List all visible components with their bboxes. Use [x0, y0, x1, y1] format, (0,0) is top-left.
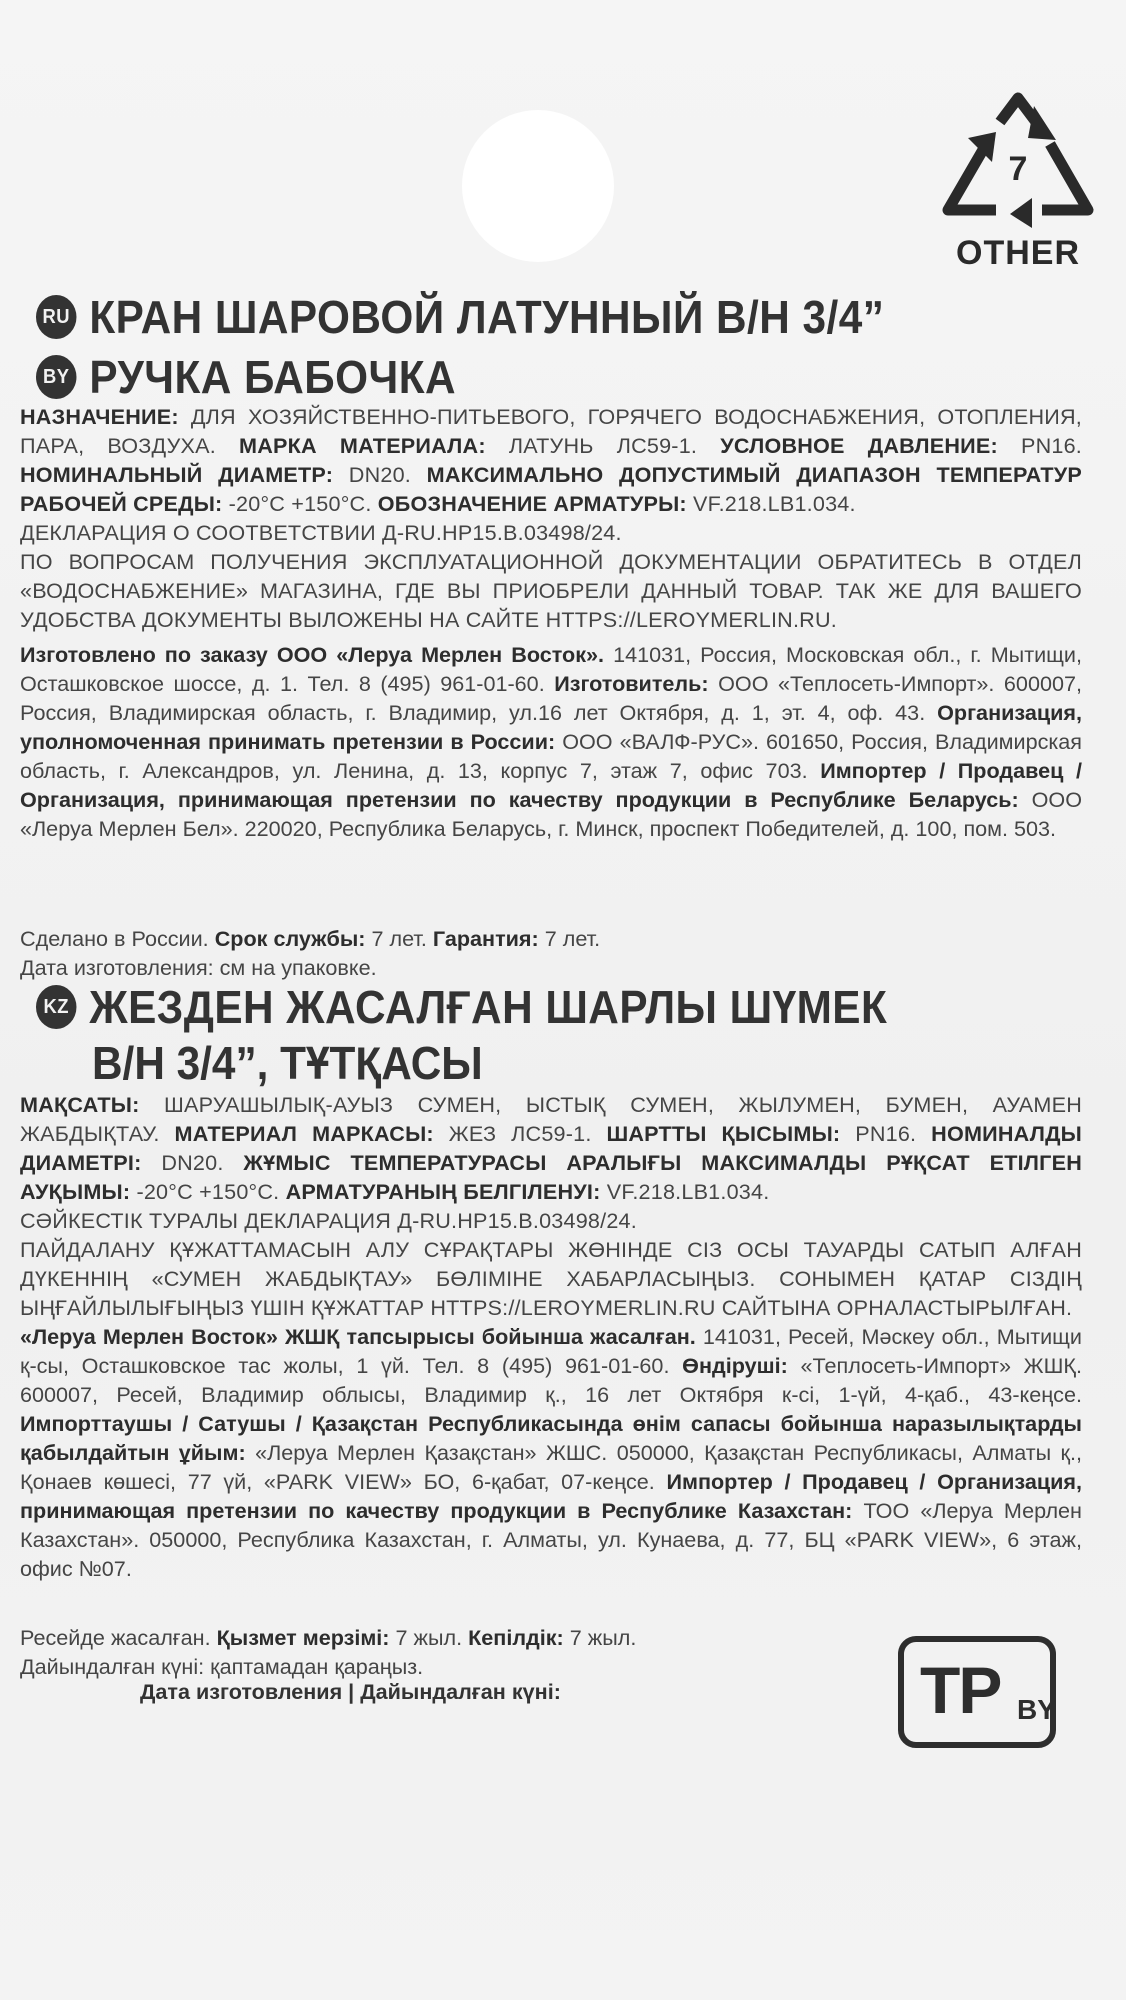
- spec-label: ШАРТТЫ ҚЫСЫМЫ:: [606, 1121, 841, 1146]
- spec-text: DN20.: [333, 462, 427, 487]
- spec-label: НОМИНАЛЬНЫЙ ДИАМЕТР:: [20, 462, 334, 487]
- spec-text: ПАРА, ВОЗДУХА.: [20, 433, 240, 458]
- eac-tr-by-mark: [898, 1636, 1056, 1748]
- spec-label: РАБОЧЕЙ СРЕДЫ:: [20, 491, 223, 516]
- spec-text: ШАРУАШЫЛЫҚ-АУЫЗ СУМЕН, ЫСТЫҚ СУМЕН, ЖЫЛУМЕН, БУМЕН, АУАМЕН ЖАБДЫҚТАУ.: [20, 1092, 1082, 1146]
- spec-text: VF.218.LB1.034.: [600, 1179, 770, 1204]
- spec-label: МАРКА МАТЕРИАЛА:: [239, 433, 486, 458]
- ru-manufacturer-info: [20, 640, 1082, 843]
- info-text: «Теплосеть-Импорт» ЖШҚ. 600007, Ресей, Владимир облысы, Владимир қ., 16 лет Октября к-сі, 1-үй, 4-қаб., 43-кеңсе.: [20, 1353, 1082, 1407]
- spec-text: -20°С +150°С.: [222, 491, 378, 516]
- kz-heading: [36, 980, 887, 1034]
- ru-subtitle: РУЧКА БАБОЧКА: [89, 351, 457, 403]
- ru-title: КРАН ШАРОВОЙ ЛАТУННЫЙ В/Н 3/4”: [89, 291, 885, 343]
- info-text: 7 лет.: [365, 926, 433, 951]
- info-label: Кепілдік:: [468, 1625, 564, 1650]
- ru-heading: [36, 290, 884, 344]
- info-label: Срок службы:: [214, 926, 366, 951]
- tr-mark-sub: BY: [1017, 1694, 1056, 1725]
- spec-label: ОБОЗНАЧЕНИЕ АРМАТУРЫ:: [377, 491, 687, 516]
- spec-text: ЛАТУНЬ ЛС59-1.: [485, 433, 721, 458]
- info-text: ООО «Теплосеть-Импорт». 600007, Россия, Владимирская область, г. Владимир, ул.16 лет Октября, д. 1, эт. 4, оф. 43.: [20, 671, 1082, 725]
- info-label: Қызмет мерзімі:: [216, 1625, 390, 1650]
- lang-badge-ru: RU: [36, 295, 76, 339]
- recycle-mark: [938, 92, 1098, 277]
- kz-documentation-note: ПАЙДАЛАНУ ҚҰЖАТТАМАСЫН АЛУ СҰРАҚТАРЫ ЖӨНІНДЕ СІЗ ОСЫ ТАУАРДЫ САТЫП АЛҒАН ДҮКЕННІҢ «СУМЕН ЖАБДЫҚТАУ» БӨЛІМІНЕ ХАБАРЛАСЫҢЫЗ. СОНЫМЕН ҚАТАР СІЗДІҢ ЫҢҒАЙЛЫЛЫҒЫҢЫЗ ҮШІН ҚҰЖАТТАР HTTPS://LEROYMERLIN.RU САЙТЫНА ОРНАЛАСТЫРЫЛҒАН.: [20, 1237, 1082, 1320]
- ru-manufacture-date: Дата изготовления: см на упаковке.: [20, 955, 377, 980]
- info-text: 7 жыл.: [389, 1625, 469, 1650]
- info-label: Организация, уполномоченная принимать претензии в России:: [20, 700, 1082, 754]
- info-label: Импортер / Продавец / Организация, принимающая претензии по качеству продукции в Республике Казахстан:: [20, 1469, 1082, 1523]
- recycle-label: OTHER: [956, 234, 1080, 272]
- tr-mark-main: TP: [920, 1653, 1001, 1727]
- info-text: ООО «ВАЛФ-РУС». 601650, Россия, Владимирская область, г. Александров, ул. Ленина, д. 13, корпус 7, этаж 7, офис 703.: [20, 729, 1083, 783]
- spec-text: ЖЕЗ ЛС59-1.: [433, 1121, 607, 1146]
- info-text: 7 лет.: [538, 926, 601, 951]
- spec-text: VF.218.LB1.034.: [686, 491, 856, 516]
- spec-label: ЖҰМЫС ТЕМПЕРАТУРАСЫ АРАЛЫҒЫ МАКСИМАЛДЫ РҰҚСАТ ЕТІЛГЕН АУҚЫМЫ:: [20, 1150, 1083, 1204]
- spec-label: АРМАТУРАНЫҢ БЕЛГІЛЕНУІ:: [285, 1179, 601, 1204]
- recycle-number: 7: [1008, 150, 1028, 188]
- info-label: Импорттаушы / Сатушы / Қазақстан Республикасында өнім сапасы бойынша наразылықтарды қабылдайтын ұйым:: [20, 1411, 1082, 1465]
- lang-badge-by: BY: [36, 355, 76, 399]
- info-text: 141031, Ресей, Мәскеу обл., Мытищи қ-сы, Осташковское тас жолы, 1 үй. Тел. 8 (495) 961-01-60.: [20, 1324, 1082, 1378]
- spec-text: PN16.: [840, 1121, 932, 1146]
- declaration: СӘЙКЕСТІК ТУРАЛЫ ДЕКЛАРАЦИЯ Д-RU.HP15.B.03498/24.: [20, 1208, 637, 1233]
- spec-text: -20°С +150°С.: [130, 1179, 286, 1204]
- info-label: Изготовитель:: [554, 671, 709, 696]
- info-text: 7 жыл.: [563, 1625, 637, 1650]
- ru-documentation-note: ПО ВОПРОСАМ ПОЛУЧЕНИЯ ЭКСПЛУАТАЦИОННОЙ ДОКУМЕНТАЦИИ ОБРАТИТЕСЬ В ОТДЕЛ «ВОДОСНАБЖЕНИЕ» МАГАЗИНА, ГДЕ ВЫ ПРИОБРЕЛИ ДАННЫЙ ТОВАР. ТАК ЖЕ ДЛЯ ВАШЕГО УДОБСТВА ДОКУМЕНТЫ ВЫЛОЖЕНЫ НА САЙТЕ HTTPS://LEROYMERLIN.RU.: [20, 549, 1082, 632]
- info-text: ТОО «Леруа Мерлен Казахстан». 050000, Республика Казахстан, г. Алматы, ул. Кунаева, д. 77, БЦ «PARK VIEW», 6 этаж, офис №07.: [20, 1498, 1082, 1581]
- hang-hole: [462, 110, 614, 262]
- kz-manufacture-date: Дайындалған күні: қаптамадан қараңыз.: [20, 1654, 424, 1679]
- declaration: ДЕКЛАРАЦИЯ О СООТВЕТСТВИИ Д-RU.HP15.B.03498/24.: [20, 520, 622, 545]
- manufacture-date-field: Дата изготовления | Дайындалған күні:: [140, 1679, 561, 1704]
- spec-label: НОМИНАЛДЫ ДИАМЕТРІ:: [20, 1121, 1082, 1175]
- ru-service-life: [20, 924, 1082, 953]
- info-text: 141031, Россия, Московская обл., г. Мытищи, Осташковское шоссе, д. 1. Тел. 8 (495) 961-01-60.: [20, 642, 1082, 696]
- info-label: «Леруа Мерлен Восток» ЖШҚ тапсырысы бойынша жасалған.: [20, 1324, 696, 1349]
- kz-specs: [20, 1090, 1082, 1235]
- spec-label: МАҚСАТЫ:: [20, 1092, 140, 1117]
- made-in: Сделано в России.: [20, 926, 215, 951]
- spec-label: НАЗНАЧЕНИЕ:: [20, 404, 179, 429]
- kz-title-line2: В/Н 3/4”, ТҰТҚАСЫ: [92, 1037, 483, 1089]
- spec-text: PN16.: [997, 433, 1082, 458]
- info-text: ООО «Леруа Мерлен Бел». 220020, Республика Беларусь, г. Минск, проспект Победителей, д. 100, пом. 503.: [20, 787, 1082, 841]
- info-text: «Леруа Мерлен Қазақстан» ЖШС. 050000, Қазақстан Республикасы, Алматы қ., Қонаев көшесі, 77 үй, «PARK VIEW» БО, 6-қабат, 07-кеңсе.: [20, 1440, 1082, 1494]
- spec-text: DN20.: [141, 1150, 244, 1175]
- kz-manufacturer-info: [20, 1322, 1082, 1583]
- by-heading: [36, 350, 456, 404]
- kz-service-life: [20, 1623, 880, 1652]
- made-in: Ресейде жасалған.: [20, 1625, 217, 1650]
- spec-label: МАКСИМАЛЬНО ДОПУСТИМЫЙ ДИАПАЗОН ТЕМПЕРАТУР: [426, 462, 1082, 487]
- spec-text: ДЛЯ ХОЗЯЙСТВЕННО-ПИТЬЕВОГО, ГОРЯЧЕГО ВОДОСНАБЖЕНИЯ, ОТОПЛЕНИЯ,: [178, 404, 1082, 429]
- info-label: Изготовлено по заказу ООО «Леруа Мерлен Восток».: [20, 642, 605, 667]
- info-label: Гарантия:: [432, 926, 539, 951]
- info-label: Импортер / Продавец / Организация, принимающая претензии по качеству продукции в Республике Беларусь:: [20, 758, 1082, 812]
- spec-label: МАТЕРИАЛ МАРКАСЫ:: [174, 1121, 434, 1146]
- kz-title: ЖЕЗДЕН ЖАСАЛҒАН ШАРЛЫ ШҮМЕК: [89, 981, 888, 1033]
- info-label: Өндіруші:: [682, 1353, 788, 1378]
- ru-specs: [20, 402, 1082, 547]
- spec-label: УСЛОВНОЕ ДАВЛЕНИЕ:: [720, 433, 998, 458]
- lang-badge-kz: KZ: [36, 985, 76, 1029]
